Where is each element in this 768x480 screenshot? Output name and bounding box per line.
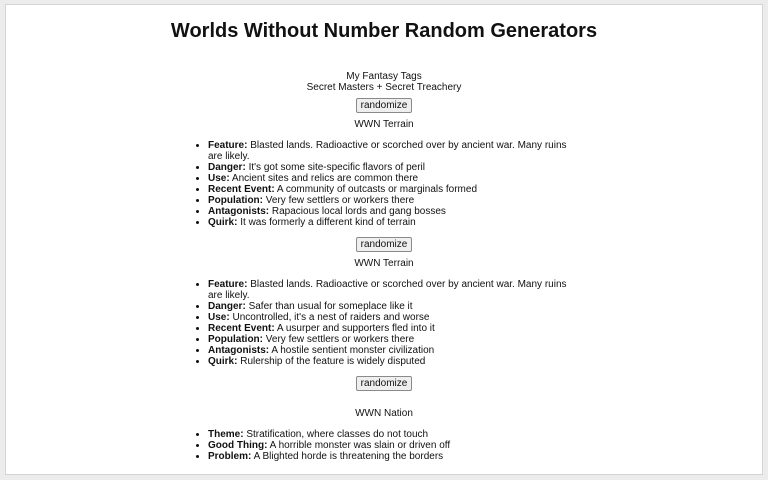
tags-heading: My Fantasy Tags [346, 71, 422, 82]
list-item: • Danger: Safer than usual for someplace like it [208, 301, 578, 312]
list-item: • Use: Uncontrolled, it's a nest of raiders and worse [208, 312, 578, 323]
list-item: • Antagonists: A hostile sentient monster civilization [208, 345, 578, 356]
list-item: • Recent Event: A community of outcasts or marginals formed [208, 184, 578, 195]
list-item: • Population: Very few settlers or workers there [208, 334, 578, 345]
list-item: • Feature: Blasted lands. Radioactive or scorched over by ancient war. Many ruins are likely. [208, 279, 578, 301]
list-item: • Good Thing: A horrible monster was slain or driven off [208, 440, 578, 451]
page-content [6, 71, 762, 462]
list-item: • Theme: Stratification, where classes do not touch [208, 429, 578, 440]
list-item: • Quirk: Rulership of the feature is widely disputed [208, 356, 578, 367]
section-title-3: WWN Nation [355, 408, 413, 419]
list-item: • Antagonists: Rapacious local lords and gang bosses [208, 206, 578, 217]
tags-value: Secret Masters + Secret Treachery [306, 82, 462, 93]
list-item: • Problem: A Blighted horde is threatening the borders [208, 451, 578, 462]
list-item: • Use: Ancient sites and relics are common there [208, 173, 578, 184]
randomize-wrap-1 [6, 98, 762, 113]
terrain-list-2 [208, 279, 578, 367]
randomize-wrap-3 [6, 376, 762, 391]
list-item: • Feature: Blasted lands. Radioactive or scorched over by ancient war. Many ruins are likely. [208, 140, 578, 162]
list-item: • Population: Very few settlers or workers there [208, 195, 578, 206]
randomize-button-2[interactable]: randomize [356, 237, 413, 252]
section-title-1: WWN Terrain [354, 119, 414, 130]
randomize-button-1[interactable]: randomize [356, 98, 413, 113]
nation-list [208, 429, 578, 462]
randomize-button-3[interactable]: randomize [356, 376, 413, 391]
list-item: • Danger: It's got some site-specific flavors of peril [208, 162, 578, 173]
terrain-list-1 [208, 140, 578, 228]
page-title: Worlds Without Number Random Generators [170, 20, 598, 42]
page-frame [5, 4, 763, 475]
randomize-wrap-2 [6, 237, 762, 252]
section-title-2: WWN Terrain [354, 258, 414, 269]
list-item: • Recent Event: A usurper and supporters fled into it [208, 323, 578, 334]
list-item: • Quirk: It was formerly a different kind of terrain [208, 217, 578, 228]
